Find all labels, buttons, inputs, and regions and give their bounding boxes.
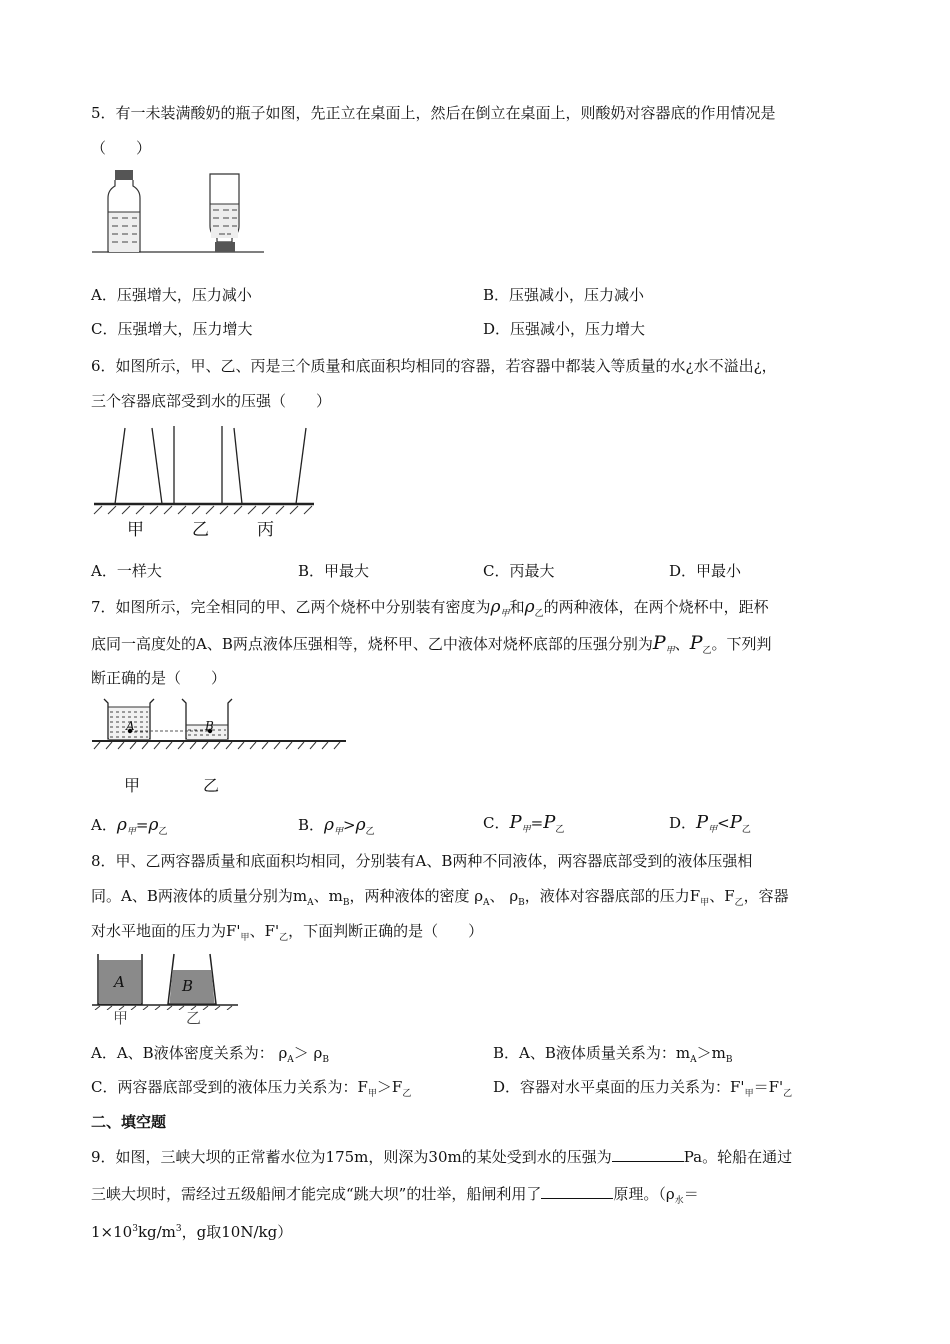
q8-option-c-sub1: 甲 [367, 1089, 377, 1099]
q7-option-d-sub2: 乙 [741, 825, 751, 835]
q7-option-c-p2: P [543, 812, 556, 833]
q8-option-a-sub2: B [322, 1055, 329, 1065]
q7-option-b-op: > [343, 816, 356, 834]
q8-sub-jia2: 甲 [240, 933, 250, 943]
q7-option-a-rho2: ρ [148, 815, 159, 835]
q7-label-jia: 甲 [124, 776, 141, 795]
q8-line2-f: 、F [709, 887, 735, 905]
q7-option-b-prefix: B． [298, 816, 325, 834]
q8-option-a-b: ＞ ρ [293, 1044, 323, 1062]
q6-option-d: D．甲最小 [669, 562, 742, 580]
q8-sub-b2: B [518, 898, 525, 908]
q9-line1 [91, 1146, 792, 1168]
section-title-fill-blank: 二、填空题 [91, 1113, 167, 1131]
q8-line2-a: 同。A、B两液体的质量分别为m [91, 887, 308, 905]
q7-option-c-sub1: 甲 [521, 825, 531, 835]
q9-line1-a: 9．如图，三峡大坝的正常蓄水位为175m，则深为30m的某处受到水的压强为 [91, 1148, 612, 1166]
q6-label-bing: 丙 [257, 520, 274, 540]
q7-option-a-rho1: ρ [116, 815, 127, 835]
q9-sup-3a: 3 [132, 1224, 138, 1234]
q7-rho-jia: ρ [490, 597, 501, 617]
q8-option-a-a: A．A、B液体密度关系为： ρ [91, 1044, 288, 1062]
q7-option-a [91, 814, 167, 843]
q7-p-jia: P [652, 632, 666, 654]
q7-point-b-label: B [205, 719, 214, 733]
q6-stem-line1: 6．如图所示，甲、乙、丙是三个质量和底面积均相同的容器，若容器中都装入等质量的水¿水不溢出¿， [91, 357, 777, 375]
q9-line3-a: 1×10 [91, 1223, 133, 1241]
q8-label-yi: 乙 [186, 1009, 202, 1027]
q7-option-c-prefix: C． [483, 814, 510, 832]
q9-line3 [91, 1218, 292, 1243]
q8-line3-b: 、F' [249, 922, 280, 940]
q7-stem-line1 [91, 596, 769, 625]
q7-option-a-sub2: 乙 [158, 827, 168, 837]
q8-line3-c: ，下面判断正确的是（ ） [288, 922, 484, 940]
q8-option-d-b: ＝F' [753, 1078, 784, 1096]
q9-line3-c: ，g取10N/kg） [181, 1223, 293, 1241]
q7-option-c [483, 812, 564, 841]
q7-point-a-label: A [126, 719, 135, 733]
q7-and: 和 [509, 598, 525, 616]
q8-line2-e: ，液体对容器底部的压力F [524, 887, 701, 905]
q8-line3-a: 对水平地面的压力为F' [91, 922, 241, 940]
q8-stem-line3 [91, 920, 483, 949]
q7-stem-line2 [91, 632, 772, 662]
q8-stem-line2 [91, 885, 789, 914]
q7-p-yi: P [689, 632, 703, 654]
q8-line2-b: 、m [313, 887, 343, 905]
q7-option-d-sub1: 甲 [708, 825, 718, 835]
q9-line1-b: Pa。轮船在通过 [683, 1148, 793, 1166]
q9-line3-b: kg/m [137, 1223, 176, 1241]
q7-stem-line1-b: 的两种液体，在两个烧杯中，距杯 [543, 598, 769, 616]
q8-line2-d: 、 ρ [489, 887, 519, 905]
q8-option-a [91, 1042, 329, 1071]
q5-option-a: A．压强增大，压力减小 [91, 286, 252, 304]
q8-sub-a1: A [307, 898, 314, 908]
q6-option-c: C．丙最大 [483, 562, 555, 580]
q7-option-d-p1: P [696, 812, 709, 833]
q8-option-d-sub2: 乙 [783, 1089, 793, 1099]
q8-option-c [91, 1076, 411, 1105]
q7-rho-jia-sub: 甲 [500, 609, 510, 619]
q6-label-jia: 甲 [127, 520, 144, 540]
q6-option-a: A．一样大 [91, 562, 162, 580]
q8-option-d-sub1: 甲 [744, 1089, 754, 1099]
q7-option-d-prefix: D． [669, 814, 697, 832]
q5-option-d: D．压强减小，压力增大 [483, 320, 646, 338]
q9-blank-pressure[interactable] [612, 1147, 684, 1162]
q8-option-c-sub2: 乙 [402, 1089, 412, 1099]
q7-option-b [298, 814, 375, 843]
q7-label-yi: 乙 [203, 776, 220, 795]
q8-option-b-sub2: B [725, 1055, 733, 1065]
q7-sep: 、 [674, 635, 690, 653]
q6-label-yi: 乙 [192, 520, 209, 540]
q7-stem-line3: 断正确的是（ ） [91, 669, 227, 687]
q8-sub-a2: A [483, 898, 490, 908]
q7-stem-line2-b: 。下列判 [711, 635, 772, 653]
q6-option-b: B．甲最大 [298, 562, 370, 580]
q8-sub-b1: B [342, 898, 350, 908]
q8-line2-c: ，两种液体的密度 ρ [349, 887, 484, 905]
q5-stem-line1: 5．有一未装满酸奶的瓶子如图，先正立在桌面上，然后在倒立在桌面上，则酸奶对容器底的作用情况是 [91, 104, 776, 122]
q9-line2-b: 原理。（ρ [613, 1185, 675, 1203]
q7-option-a-sub1: 甲 [126, 827, 136, 837]
q5-option-b: B．压强减小，压力减小 [483, 286, 645, 304]
q7-option-c-p1: P [509, 812, 522, 833]
q9-line2-c: ＝ [683, 1185, 699, 1203]
q7-option-d [669, 812, 751, 841]
q8-stem-line1: 8．甲、乙两容器质量和底面积均相同，分别装有A、B两种不同液体，两容器底部受到的液体压强相 [91, 852, 753, 870]
q7-option-c-sub2: 乙 [555, 825, 565, 835]
q8-option-b-b: ＞m [696, 1044, 726, 1062]
q7-option-a-op: = [135, 816, 149, 834]
q7-stem-line2-a: 底同一高度处的A、B两点液体压强相等，烧杯甲、乙中液体对烧杯底部的压强分别为 [91, 635, 653, 653]
q8-option-d-a: D．容器对水平桌面的压力关系为：F' [493, 1078, 745, 1096]
q7-option-a-prefix: A． [91, 816, 117, 834]
q8-sub-jia1: 甲 [700, 898, 710, 908]
q7-p-jia-sub: 甲 [665, 646, 675, 656]
q7-rho-yi: ρ [524, 597, 535, 617]
q8-option-a-sub1: A [287, 1055, 294, 1065]
q8-option-b [493, 1042, 732, 1071]
q5-stem-line2: （ ） [91, 139, 152, 157]
q8-option-b-sub1: A [690, 1055, 697, 1065]
q8-option-b-a: B．A、B液体质量关系为：m [493, 1044, 691, 1062]
q8-label-jia: 甲 [113, 1009, 129, 1027]
q8-sub-yi2: 乙 [279, 933, 289, 943]
q7-option-b-rho1: ρ [324, 815, 335, 835]
q7-rho-yi-sub: 乙 [534, 609, 544, 619]
q8-liquid-b-label: B [182, 977, 194, 995]
q5-option-c: C．压强增大，压力增大 [91, 320, 253, 338]
q9-line2-a: 三峡大坝时，需经过五级船闸才能完成“跳大坝”的壮举，船闸利用了 [91, 1185, 542, 1203]
q6-stem-line2: 三个容器底部受到水的压强（ ） [91, 392, 332, 410]
q9-blank-principle[interactable] [541, 1184, 613, 1199]
q8-line2-g: ，容器 [743, 887, 789, 905]
q9-sub-water: 水 [674, 1196, 684, 1206]
q8-option-c-a: C．两容器底部受到的液体压力关系为：F [91, 1078, 368, 1096]
q7-stem-line1-a: 7．如图所示，完全相同的甲、乙两个烧杯中分别装有密度为 [91, 598, 491, 616]
q7-option-b-rho2: ρ [355, 815, 366, 835]
q7-option-b-sub2: 乙 [365, 827, 375, 837]
q7-option-d-p2: P [729, 812, 742, 833]
q7-p-yi-sub: 乙 [702, 646, 712, 656]
q8-liquid-a-label: A [114, 973, 125, 991]
q8-sub-yi1: 乙 [734, 898, 744, 908]
q5-bottle-figure [92, 168, 272, 258]
q7-option-c-op: = [530, 814, 544, 832]
q7-option-b-sub1: 甲 [334, 827, 344, 837]
q8-option-d [493, 1076, 792, 1105]
q7-option-d-op: < [717, 814, 730, 832]
q9-sup-3b: 3 [175, 1224, 182, 1234]
q8-option-c-b: ＞F [376, 1078, 403, 1096]
q9-line2 [91, 1183, 699, 1212]
